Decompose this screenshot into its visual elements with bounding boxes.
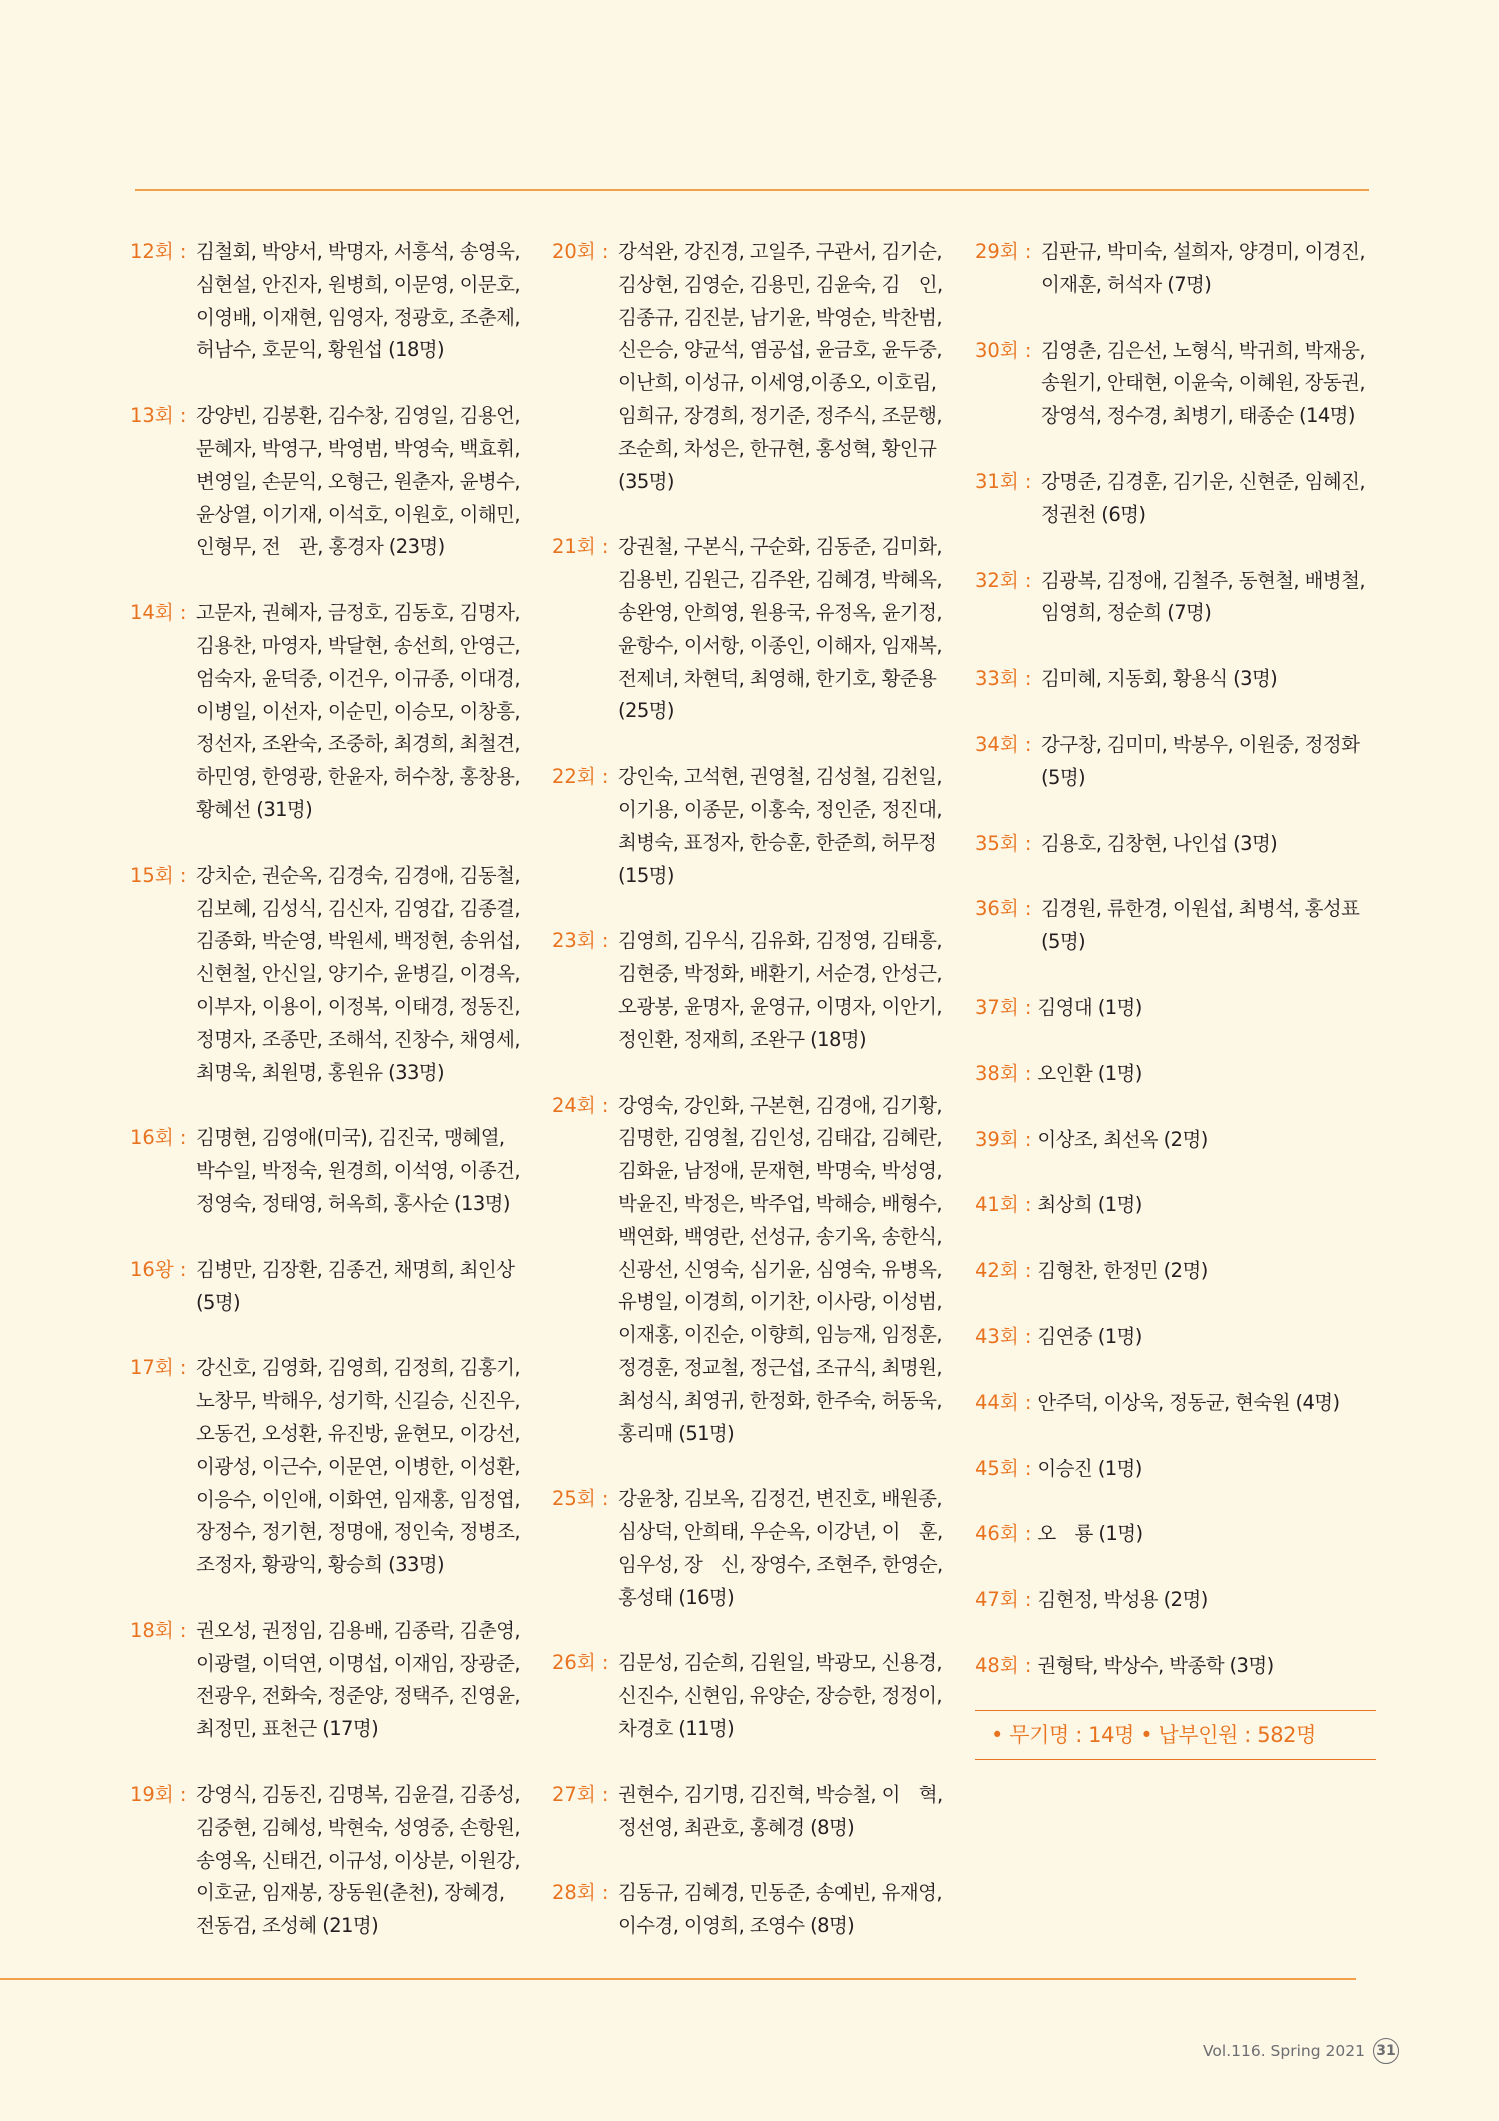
name-line: 강권철, 구본식, 구순화, 김동준, 김미화, — [618, 535, 942, 559]
name-line: 김광복, 김정애, 김철주, 동현철, 배병철, — [1041, 568, 1365, 592]
name-line: 노창무, 박해우, 성기학, 신길승, 신진우, — [196, 1389, 520, 1413]
class-label: 28회 : — [552, 1881, 609, 1905]
name-line: 임영희, 정순희 (7명) — [1041, 601, 1212, 625]
class-entry — [975, 663, 1390, 696]
class-label: 26회 : — [552, 1651, 609, 1675]
name-line: 권오성, 권정임, 김용배, 김종락, 김춘영, — [196, 1618, 520, 1642]
class-label: 32회 : — [975, 568, 1032, 592]
name-line: 신은승, 양균석, 염공섭, 윤금호, 윤두중, — [618, 338, 942, 362]
name-line: 심현설, 안진자, 원병희, 이문영, 이문호, — [196, 272, 520, 296]
name-line: 송완영, 안희영, 원용국, 유정옥, 윤기정, — [618, 600, 942, 624]
class-member-names — [1037, 1650, 1390, 1683]
name-line: 송영옥, 신태건, 이규성, 이상분, 이원강, — [196, 1848, 520, 1872]
class-label: 34회 : — [975, 732, 1032, 756]
class-member-names — [1037, 1255, 1390, 1288]
name-line: 허남수, 호문익, 황원섭 (18명) — [196, 338, 444, 362]
name-line: 강영식, 김동진, 김명복, 김윤걸, 김종성, — [196, 1783, 520, 1807]
bottom-divider — [0, 1978, 1356, 1980]
name-line: 문혜자, 박영구, 박영범, 박영숙, 백효휘, — [196, 436, 520, 460]
class-member-names — [618, 1779, 972, 1845]
name-line: 정권천 (6명) — [1041, 502, 1146, 526]
name-line: 정명자, 조종만, 조해석, 진창수, 채영세, — [196, 1027, 520, 1051]
donor-column-2 — [552, 236, 972, 1976]
class-label: 27회 : — [552, 1782, 609, 1806]
name-line: 강구창, 김미미, 박봉우, 이원중, 정정화 — [1041, 732, 1360, 756]
class-entry — [552, 761, 972, 892]
class-entry — [130, 1122, 550, 1220]
name-line: 강인숙, 고석현, 권영철, 김성철, 김천일, — [618, 765, 942, 789]
name-line: 백연화, 백영란, 선성규, 송기옥, 송한식, — [618, 1224, 942, 1248]
class-member-names — [618, 1090, 972, 1451]
name-line: 최명욱, 최원명, 홍원유 (33명) — [196, 1060, 444, 1084]
class-member-names — [196, 236, 550, 367]
name-line: 오 룡 (1명) — [1037, 1522, 1143, 1546]
name-line: 이광렬, 이덕연, 이명섭, 이재임, 장광준, — [196, 1651, 520, 1675]
class-label: 42회 : — [975, 1259, 1032, 1283]
class-entry — [552, 1483, 972, 1614]
class-label: 33회 : — [975, 667, 1032, 691]
name-line: 심상덕, 안희태, 우순옥, 이강년, 이 훈, — [618, 1520, 943, 1544]
class-label: 43회 : — [975, 1324, 1032, 1348]
class-member-names — [196, 860, 550, 1090]
name-line: 홍성태 (16명) — [618, 1585, 735, 1609]
class-entry — [552, 1877, 972, 1943]
class-entry — [130, 1352, 550, 1582]
name-line: 임우성, 장 신, 장영수, 조현주, 한영순, — [618, 1552, 943, 1576]
class-entry — [975, 1321, 1390, 1354]
class-label: 15회 : — [130, 863, 187, 887]
issue-label: Vol.116. Spring 2021 — [1203, 2042, 1365, 2060]
name-line: (5명) — [1041, 930, 1086, 954]
name-line: 김영희, 김우식, 김유화, 김정영, 김태흥, — [618, 929, 942, 953]
name-line: 오동건, 오성환, 유진방, 윤현모, 이강선, — [196, 1421, 520, 1445]
name-line: 신진수, 신현임, 유양순, 장승한, 정정이, — [618, 1684, 942, 1708]
class-entry — [130, 1615, 550, 1746]
class-member-names — [1041, 236, 1390, 302]
class-label: 41회 : — [975, 1193, 1032, 1217]
name-line: 최상희 (1명) — [1037, 1193, 1142, 1217]
class-entry — [975, 1453, 1390, 1486]
class-member-names — [618, 1483, 972, 1614]
class-label: 31회 : — [975, 469, 1032, 493]
name-line: 김명현, 김영애(미국), 김진국, 맹혜열, — [196, 1126, 505, 1150]
name-line: 변영일, 손문익, 오형근, 원춘자, 윤병수, — [196, 469, 520, 493]
name-line: 전광우, 전화숙, 정준양, 정택주, 진영윤, — [196, 1684, 520, 1708]
name-line: 신현철, 안신일, 양기수, 윤병길, 이경옥, — [196, 962, 520, 986]
name-line: 김화윤, 남정애, 문재현, 박명숙, 박성영, — [618, 1159, 942, 1183]
donor-column-3-entries — [975, 236, 1390, 1683]
class-entry — [552, 531, 972, 728]
name-line: 신광선, 신영숙, 심기윤, 심영숙, 유병옥, — [618, 1257, 942, 1281]
class-entry — [552, 1647, 972, 1745]
class-label: 44회 : — [975, 1390, 1032, 1414]
name-line: 이승진 (1명) — [1037, 1456, 1142, 1480]
name-line: 윤항수, 이서항, 이종인, 이해자, 임재복, — [618, 633, 942, 657]
class-entry — [975, 1584, 1390, 1617]
name-line: 김판규, 박미숙, 설희자, 양경미, 이경진, — [1041, 240, 1365, 263]
class-member-names — [1037, 992, 1390, 1025]
name-line: (5명) — [1041, 765, 1086, 789]
name-line: 장정수, 정기현, 정명애, 정인숙, 정병조, — [196, 1520, 520, 1544]
name-line: 장영석, 정수경, 최병기, 태종순 (14명) — [1041, 404, 1355, 428]
name-line: 송원기, 안태현, 이윤숙, 이혜원, 장동권, — [1041, 371, 1365, 395]
class-label: 13회 : — [130, 404, 187, 428]
name-line: (5명) — [196, 1290, 241, 1314]
class-member-names — [1037, 1058, 1390, 1091]
name-line: 정선자, 조완숙, 조중하, 최경희, 최철견, — [196, 732, 520, 756]
class-label: 16왕 : — [130, 1257, 187, 1281]
name-line: 정선영, 최관호, 홍혜경 (8명) — [618, 1815, 855, 1839]
name-line: 권형탁, 박상수, 박종학 (3명) — [1037, 1653, 1274, 1677]
name-line: 유병일, 이경희, 이기찬, 이사랑, 이성범, — [618, 1290, 942, 1314]
name-line: 엄숙자, 윤덕중, 이건우, 이규종, 이대경, — [196, 666, 520, 690]
page-footer — [1203, 2038, 1399, 2064]
name-line: 이병일, 이선자, 이순민, 이승모, 이창흥, — [196, 699, 520, 723]
class-entry — [130, 1254, 550, 1320]
class-member-names — [1037, 1189, 1390, 1222]
name-line: 김중현, 김혜성, 박현숙, 성영중, 손항원, — [196, 1815, 520, 1839]
name-line: 김형찬, 한정민 (2명) — [1037, 1259, 1208, 1283]
class-entry — [975, 335, 1390, 433]
class-label: 46회 : — [975, 1522, 1032, 1546]
class-member-names — [1037, 1387, 1390, 1420]
class-member-names — [618, 531, 972, 728]
class-label: 30회 : — [975, 338, 1032, 362]
name-line: 오인환 (1명) — [1037, 1061, 1142, 1085]
name-line: 박수일, 박정숙, 원경희, 이석영, 이종건, — [196, 1159, 520, 1183]
class-member-names — [196, 1615, 550, 1746]
name-line: 이수경, 이영희, 조영수 (8명) — [618, 1914, 855, 1938]
name-line: 조순희, 차성은, 한규현, 홍성혁, 황인규 — [618, 436, 937, 460]
class-entry — [130, 400, 550, 564]
name-line: 강영숙, 강인화, 구본현, 김경애, 김기황, — [618, 1093, 942, 1117]
class-entry — [975, 1650, 1390, 1683]
class-label: 25회 : — [552, 1487, 609, 1511]
class-member-names — [618, 1877, 972, 1943]
class-entry — [975, 992, 1390, 1025]
name-line: 전제녀, 차현덕, 최영해, 한기호, 황준용 — [618, 666, 937, 690]
class-entry — [130, 860, 550, 1090]
top-divider — [135, 189, 1369, 191]
name-line: 이영배, 이재현, 임영자, 정광호, 조춘제, — [196, 305, 520, 329]
name-line: 차경호 (11명) — [618, 1717, 735, 1741]
name-line: 김현정, 박성용 (2명) — [1037, 1588, 1208, 1612]
class-label: 39회 : — [975, 1127, 1032, 1151]
name-line: 전동검, 조성혜 (21명) — [196, 1914, 379, 1938]
class-member-names — [1041, 893, 1390, 959]
name-line: 김용호, 김창현, 나인섭 (3명) — [1041, 831, 1278, 855]
name-line: 김종화, 박순영, 박원세, 백정현, 송위섭, — [196, 929, 520, 953]
name-line: 최정민, 표천근 (17명) — [196, 1717, 379, 1741]
class-label: 19회 : — [130, 1783, 187, 1807]
class-member-names — [1041, 335, 1390, 433]
class-member-names — [1041, 828, 1390, 861]
name-line: 안주덕, 이상욱, 정동균, 현숙원 (4명) — [1037, 1390, 1340, 1414]
name-line: 이기용, 이종문, 이홍숙, 정인준, 정진대, — [618, 797, 942, 821]
name-line: 이부자, 이용이, 이정복, 이태경, 정동진, — [196, 994, 520, 1018]
summary-totals: • 무기명 : 14명 • 납부인원 : 582명 — [975, 1710, 1376, 1760]
class-entry — [975, 565, 1390, 631]
class-member-names — [1041, 663, 1390, 696]
class-entry — [552, 236, 972, 498]
class-label: 37회 : — [975, 995, 1032, 1019]
donor-column-1 — [130, 236, 550, 1976]
name-line: 고문자, 권혜자, 금정호, 김동호, 김명자, — [196, 601, 520, 625]
name-line: 정인환, 정재희, 조완구 (18명) — [618, 1027, 866, 1051]
name-line: (35명) — [618, 469, 674, 493]
class-entry — [130, 1779, 550, 1943]
class-member-names — [196, 1122, 550, 1220]
name-line: 강치순, 권순옥, 김경숙, 김경애, 김동철, — [196, 863, 520, 887]
class-entry — [975, 1255, 1390, 1288]
class-entry — [975, 1518, 1390, 1551]
class-member-names — [1037, 1124, 1390, 1157]
name-line: 윤상열, 이기재, 이석호, 이원호, 이해민, — [196, 502, 520, 526]
name-line: 강신호, 김영화, 김영희, 김정희, 김홍기, — [196, 1356, 520, 1380]
class-entry — [552, 1090, 972, 1451]
name-line: 김용찬, 마영자, 박달현, 송선희, 안영근, — [196, 633, 520, 657]
page-number: 31 — [1373, 2038, 1399, 2064]
name-line: 이난희, 이성규, 이세영,이종오, 이호림, — [618, 371, 937, 395]
class-label: 22회 : — [552, 765, 609, 789]
class-label: 16회 : — [130, 1126, 187, 1150]
class-label: 24회 : — [552, 1093, 609, 1117]
name-line: 이응수, 이인애, 이화연, 임재홍, 임정엽, — [196, 1487, 520, 1511]
class-member-names — [618, 236, 972, 498]
class-entry — [975, 1058, 1390, 1091]
class-member-names — [1041, 729, 1390, 795]
name-line: (25명) — [618, 699, 674, 723]
class-member-names — [1041, 466, 1390, 532]
name-line: 하민영, 한영광, 한윤자, 허수창, 홍창용, — [196, 765, 520, 789]
name-line: 김동규, 김혜경, 민동준, 송예빈, 유재영, — [618, 1881, 942, 1905]
name-line: 최성식, 최영귀, 한정화, 한주숙, 허동욱, — [618, 1388, 942, 1412]
class-label: 48회 : — [975, 1653, 1032, 1677]
name-line: 권현수, 김기명, 김진혁, 박승철, 이 혁, — [618, 1782, 943, 1806]
name-line: 김용빈, 김원근, 김주완, 김혜경, 박혜옥, — [618, 568, 942, 592]
name-line: 강윤창, 김보옥, 김정건, 변진호, 배원종, — [618, 1487, 942, 1511]
name-line: 김보혜, 김성식, 김신자, 김영갑, 김종결, — [196, 896, 520, 920]
name-line: 김영춘, 김은선, 노형식, 박귀희, 박재웅, — [1041, 338, 1365, 362]
name-line: 조정자, 황광익, 황승희 (33명) — [196, 1553, 444, 1577]
name-line: 정경훈, 정교철, 정근섭, 조규식, 최명원, — [618, 1355, 942, 1379]
name-line: 이광성, 이근수, 이문연, 이병한, 이성환, — [196, 1454, 520, 1478]
donor-column-3 — [975, 236, 1390, 1760]
class-entry — [975, 236, 1390, 302]
class-label: 21회 : — [552, 535, 609, 559]
class-member-names — [1037, 1453, 1390, 1486]
class-label: 14회 : — [130, 601, 187, 625]
class-member-names — [1037, 1321, 1390, 1354]
name-line: 황혜선 (31명) — [196, 797, 313, 821]
class-member-names — [1037, 1584, 1390, 1617]
class-member-names — [196, 1352, 550, 1582]
name-line: 강석완, 강진경, 고일주, 구관서, 김기순, — [618, 240, 942, 263]
name-line: 인형무, 전 관, 홍경자 (23명) — [196, 535, 445, 559]
name-line: 이호균, 임재봉, 장동원(춘천), 장혜경, — [196, 1881, 505, 1905]
name-line: (15명) — [618, 863, 674, 887]
name-line: 김영대 (1명) — [1037, 995, 1142, 1019]
class-entry — [552, 1779, 972, 1845]
name-line: 김상현, 김영순, 김용민, 김윤숙, 김 인, — [618, 272, 943, 296]
name-line: 최병숙, 표정자, 한승훈, 한준희, 허무정 — [618, 830, 937, 854]
class-label: 45회 : — [975, 1456, 1032, 1480]
class-member-names — [1041, 565, 1390, 631]
name-line: 김문성, 김순희, 김원일, 박광모, 신용경, — [618, 1651, 942, 1675]
name-line: 김종규, 김진분, 남기윤, 박영순, 박찬범, — [618, 305, 942, 329]
class-label: 12회 : — [130, 240, 187, 263]
class-entry — [130, 236, 550, 367]
class-label: 23회 : — [552, 929, 609, 953]
class-entry — [975, 1387, 1390, 1420]
class-member-names — [618, 1647, 972, 1745]
name-line: 김미혜, 지동회, 황용식 (3명) — [1041, 667, 1278, 691]
name-line: 김연중 (1명) — [1037, 1324, 1142, 1348]
name-line: 김철회, 박양서, 박명자, 서흥석, 송영욱, — [196, 240, 520, 263]
name-line: 이재훈, 허석자 (7명) — [1041, 272, 1212, 296]
class-label: 20회 : — [552, 240, 609, 263]
name-line: 홍리매 (51명) — [618, 1421, 735, 1445]
name-line: 임희규, 장경희, 정기준, 정주식, 조문행, — [618, 403, 942, 427]
class-label: 47회 : — [975, 1588, 1032, 1612]
class-label: 17회 : — [130, 1356, 187, 1380]
class-entry — [975, 729, 1390, 795]
class-entry — [975, 828, 1390, 861]
class-label: 35회 : — [975, 831, 1032, 855]
class-label: 38회 : — [975, 1061, 1032, 1085]
name-line: 이상조, 최선옥 (2명) — [1037, 1127, 1208, 1151]
name-line: 강양빈, 김봉환, 김수창, 김영일, 김용언, — [196, 404, 520, 428]
name-line: 김현중, 박정화, 배환기, 서순경, 안성근, — [618, 962, 942, 986]
class-entry — [975, 1189, 1390, 1222]
class-member-names — [618, 925, 972, 1056]
class-entry — [552, 925, 972, 1056]
name-line: 정영숙, 정태영, 허옥희, 홍사순 (13명) — [196, 1191, 510, 1215]
class-entry — [975, 893, 1390, 959]
name-line: 김명한, 김영철, 김인성, 김태갑, 김혜란, — [618, 1126, 942, 1150]
class-entry — [130, 597, 550, 827]
class-member-names — [196, 1254, 550, 1320]
class-member-names — [196, 400, 550, 564]
class-label: 18회 : — [130, 1618, 187, 1642]
class-label: 36회 : — [975, 897, 1032, 921]
class-entry — [975, 466, 1390, 532]
name-line: 강명준, 김경훈, 김기운, 신현준, 임혜진, — [1041, 469, 1365, 493]
name-line: 김경원, 류한경, 이원섭, 최병석, 홍성표 — [1041, 897, 1360, 921]
class-member-names — [196, 597, 550, 827]
name-line: 박윤진, 박정은, 박주업, 박해승, 배형수, — [618, 1191, 942, 1215]
class-label: 29회 : — [975, 240, 1032, 263]
class-entry — [975, 1124, 1390, 1157]
name-line: 이재홍, 이진순, 이향희, 임능재, 임정훈, — [618, 1323, 942, 1347]
name-line: 김병만, 김장환, 김종건, 채명희, 최인상 — [196, 1257, 515, 1281]
class-member-names — [618, 761, 972, 892]
name-line: 오광봉, 윤명자, 윤영규, 이명자, 이안기, — [618, 994, 942, 1018]
class-member-names — [196, 1779, 550, 1943]
class-member-names — [1037, 1518, 1390, 1551]
